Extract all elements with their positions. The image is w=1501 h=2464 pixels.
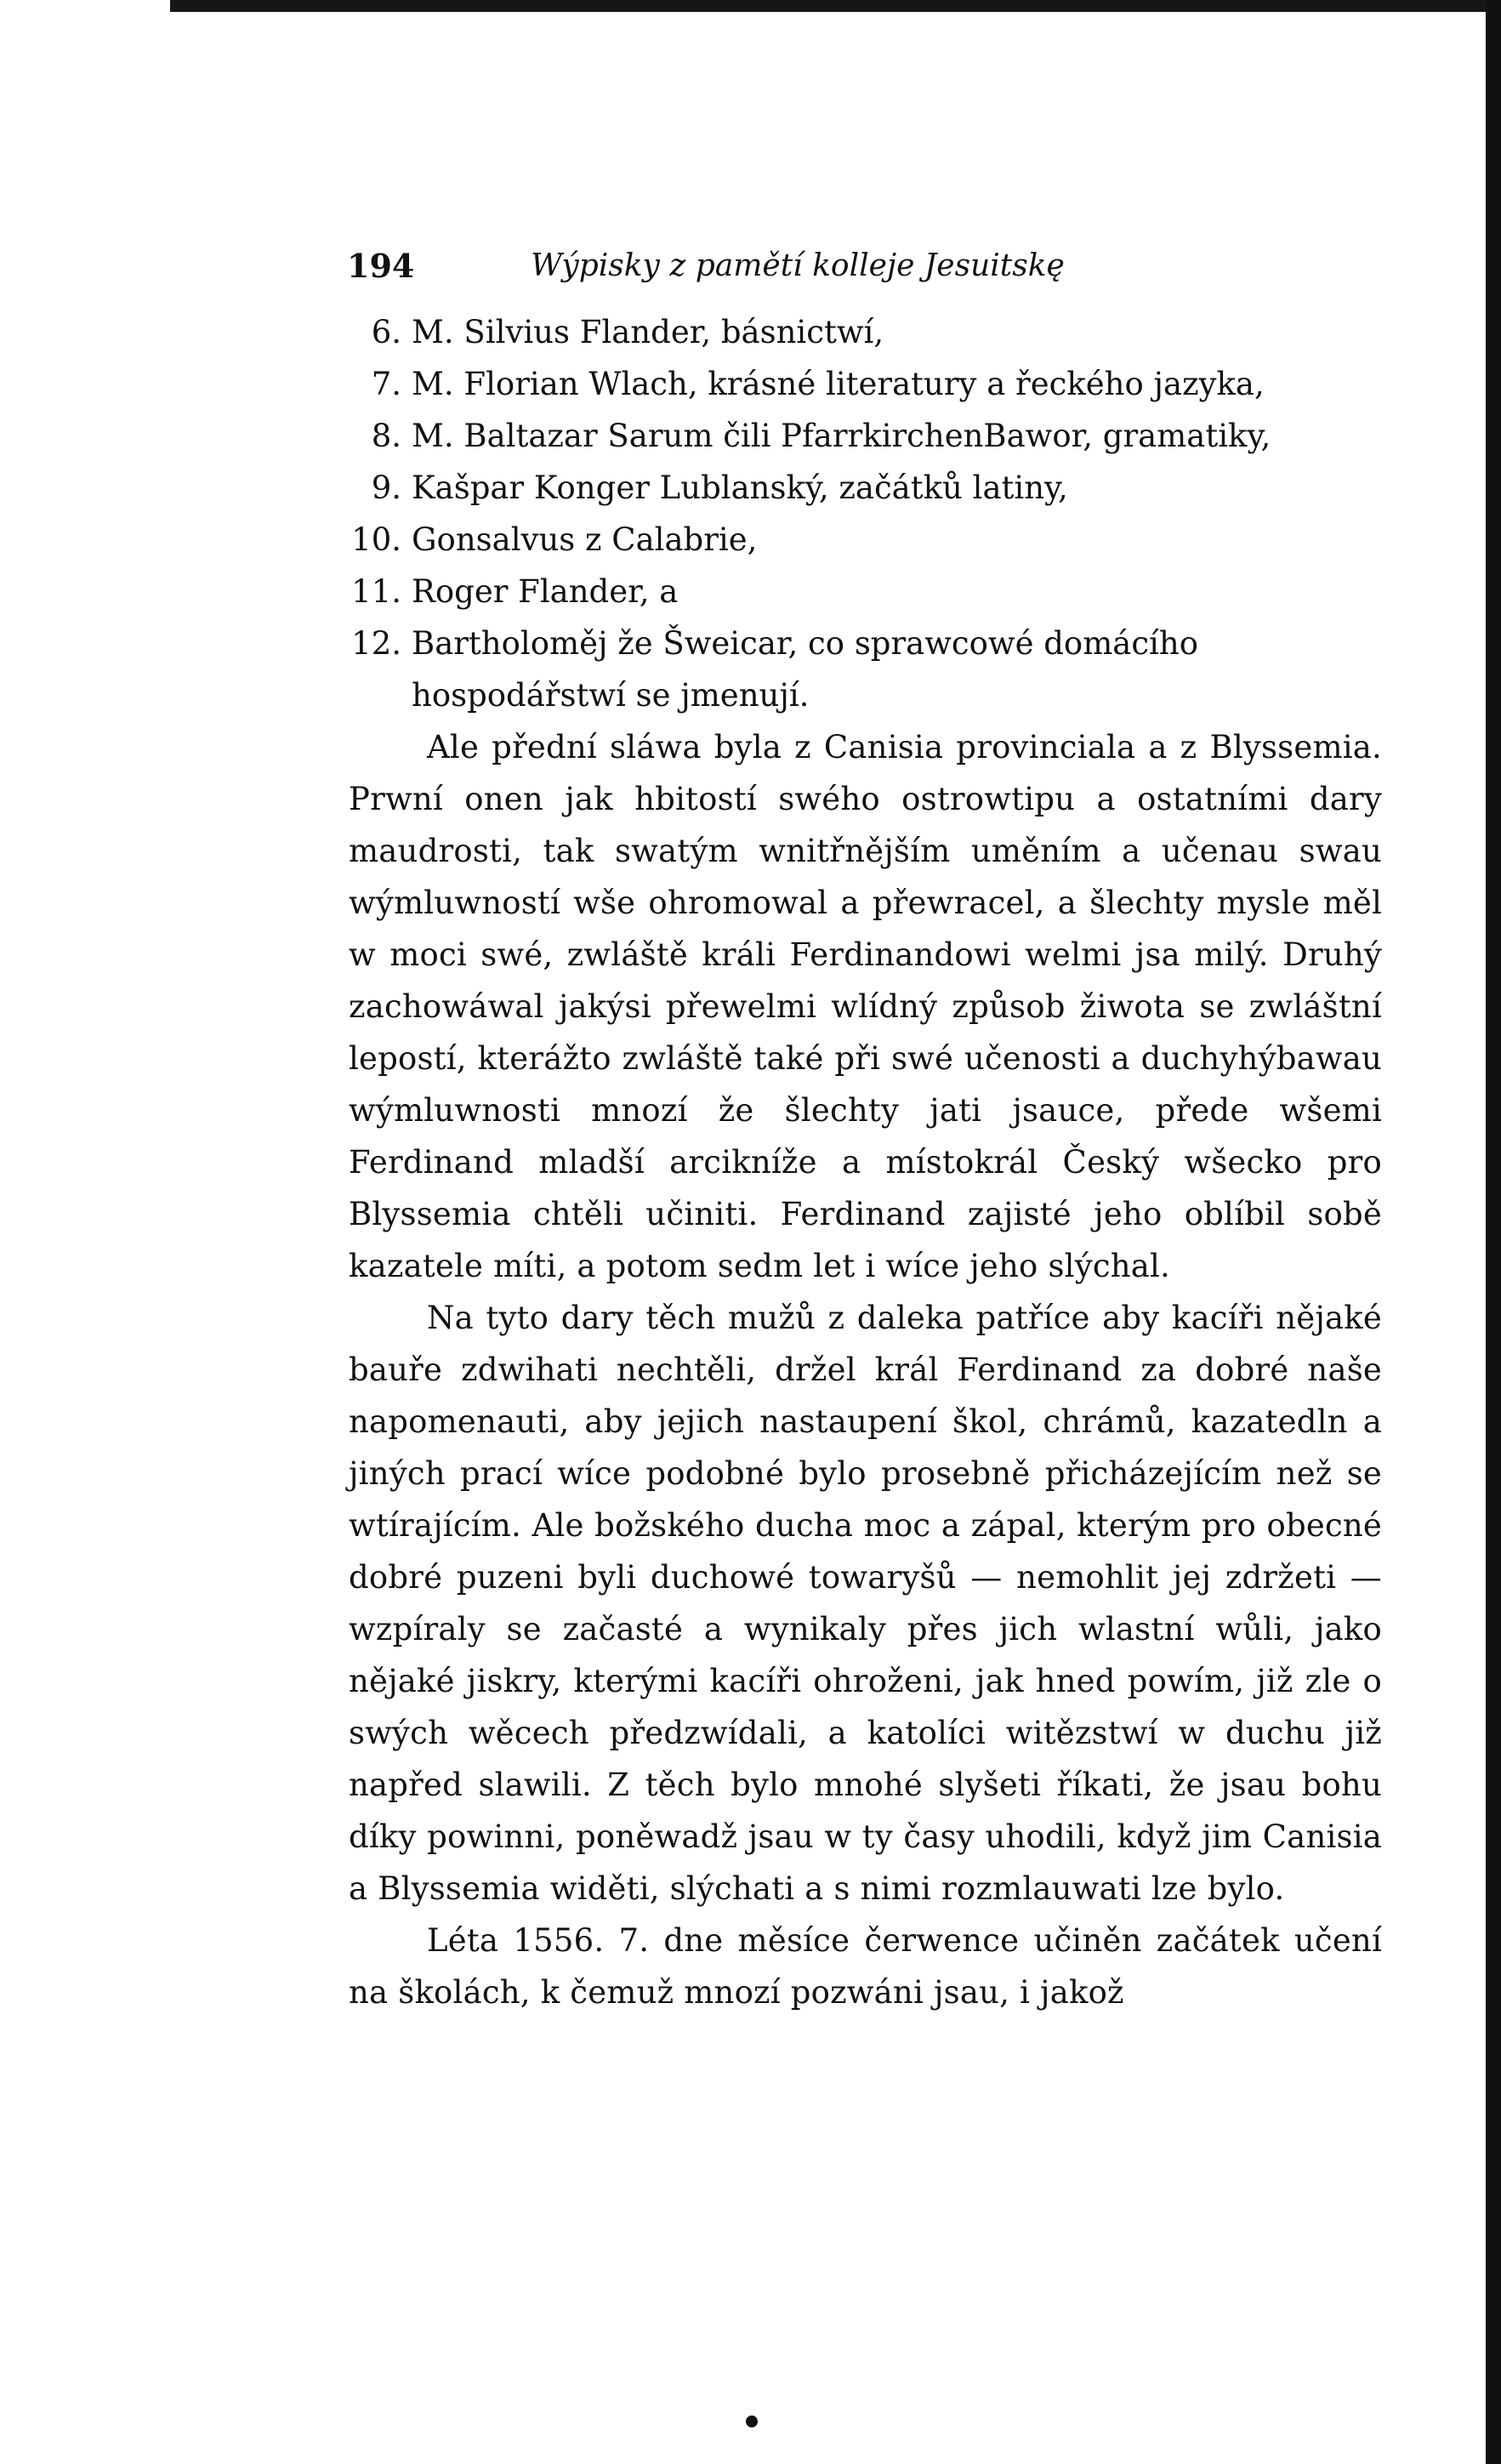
list-item [349, 617, 1382, 721]
footer-dot [746, 2416, 758, 2427]
list-item-number: 6. [371, 314, 401, 350]
paragraph-ferdinand-heretics: Na tyto dary těch mužů z daleka patříce aby kacíři nějaké bauře zdwihati nechtěli, držel král Ferdinand za dobré naše napomenauti, aby jejich nastaupení škol, chrámů, kazatedln a jiných prací wíce podobné bylo prosebně přicházejícím než se wtírajícím. Ale božského ducha moc a zápal, kterým pro obecné dobré puzeni byli duchowé towaryšů — nemohlit jej zdržeti — wzpíraly se začasté a wynikaly přes jich wlastní wůli, jako nějaké jiskry, kterými kacíři ohroženi, jak hned powím, již zle o swých wěcech předzwídali, a katolíci witězstwí w duchu již napřed slawili. Z těch bylo mnohé slyšeti říkati, že jsau bohu díky powinni, poněwadž jsau w ty časy uhodili, když jim Canisia a Blyssemia widěti, slýchati a s nimi rozmlauwati lze bylo. [349, 1300, 1382, 1907]
list-item [349, 410, 1382, 462]
list-item-text: Roger Flander, a [412, 573, 679, 610]
paragraph-canisius-blyssemius: Ale přední sláwa byla z Canisia provinciala a z Blyssemia. Prwní onen jak hbitostí swého ostrowtipu a ostatními dary maudrosti, tak swatým wnitřnějším uměním a učenau swau wýmluwností wše ohromowal a přewracel, a šlechty mysle měl w moci swé, zwláště králi Ferdinandowi welmi jsa milý. Druhý zachowáwal jakýsi přewelmi wlídný způsob žiwota se zwláštní lepostí, kterážto zwláště také při swé učenosti a duchyhýbawau wýmluwnosti mnozí že šlechty jati jsauce, přede wšemi Ferdinand mladší arcikníže a místokrál Český wšecko pro Blyssemia chtěli učiniti. Ferdinand zajisté jeho oblíbil sobě kazatele míti, a potom sedm let i wíce jeho slýchal. [349, 729, 1382, 1284]
list-item-number: 10. [351, 521, 401, 558]
list-item-number: 8. [371, 418, 401, 454]
page-header [347, 245, 1384, 287]
page-number: 194 [347, 247, 415, 285]
page-body [349, 306, 1382, 2018]
list-item-text: M. Florian Wlach, krásné literatury a řeckého jazyka, [412, 366, 1265, 402]
scan-top-edge [170, 0, 1501, 12]
list-item-text: Bartholoměj že Šweicar, co sprawcowé domácího hospodářstwí se jmenují. [412, 625, 1198, 714]
list-item-text: Gonsalvus z Calabrie, [412, 521, 758, 558]
list-item-text: M. Baltazar Sarum čili PfarrkirchenBawor, gramatiky, [412, 418, 1271, 454]
list-item [349, 514, 1382, 566]
list-item [349, 306, 1382, 358]
paragraph-year-1556: Léta 1556. 7. dne měsíce čerwence učiněn začátek učení na školách, k čemuž mnozí pozwáni jsau, i jakož [349, 1922, 1382, 2011]
list-item-number: 9. [371, 469, 401, 506]
list-item-number: 7. [371, 366, 401, 402]
list-item [349, 566, 1382, 617]
running-title: Wýpisky z pamětí kolleje Jesuitskę [531, 248, 1065, 283]
list-item-number: 11. [351, 573, 401, 610]
scan-right-edge [1486, 0, 1501, 2464]
list-item-text: Kašpar Konger Lublanský, začátků latiny, [412, 469, 1068, 506]
list-item [349, 358, 1382, 410]
list-item [349, 462, 1382, 514]
teacher-list [349, 306, 1382, 721]
list-item-text: M. Silvius Flander, básnictwí, [412, 314, 884, 350]
list-item-number: 12. [351, 625, 401, 662]
